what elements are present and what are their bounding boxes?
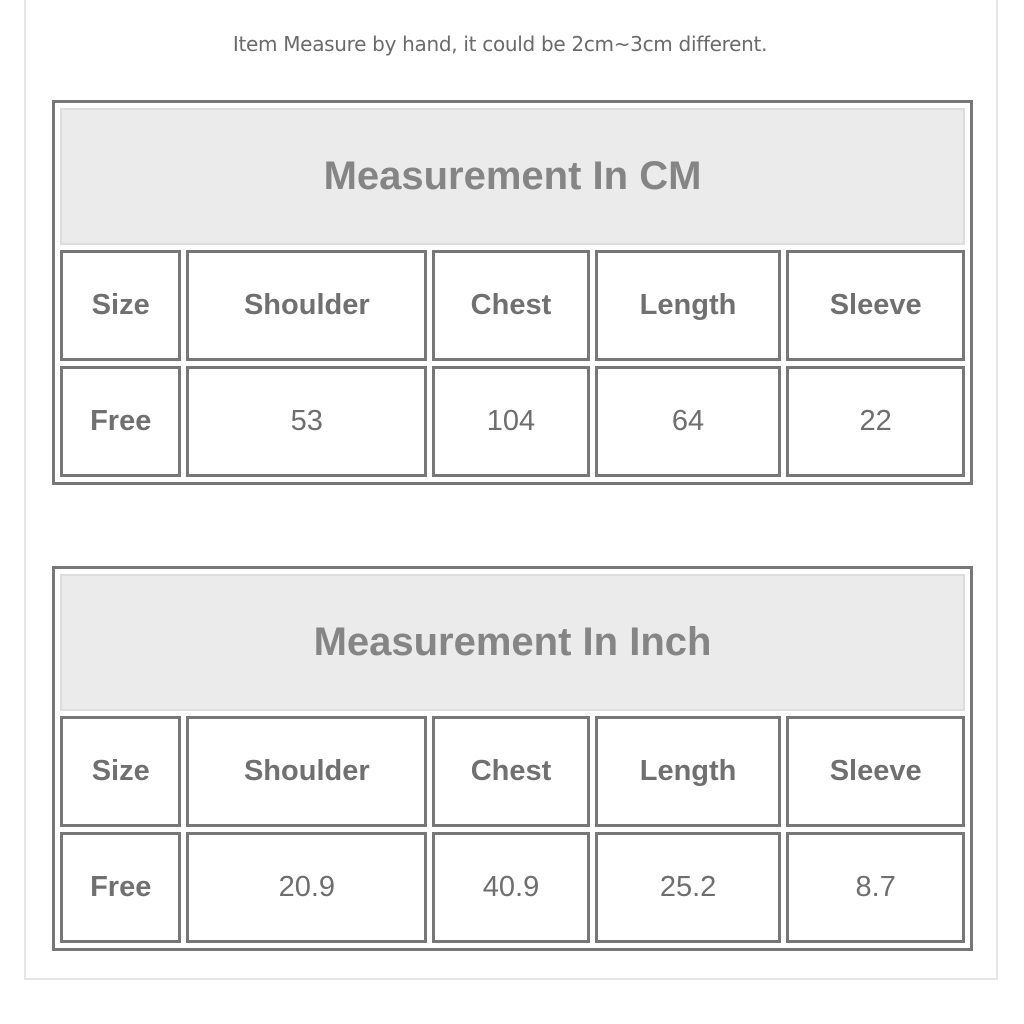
cell-shoulder: 53: [186, 366, 427, 477]
header-shoulder: Shoulder: [186, 716, 427, 827]
header-size: Size: [60, 716, 181, 827]
table-title: Measurement In CM: [60, 108, 965, 245]
header-sleeve: Sleeve: [786, 716, 965, 827]
measurement-note: Item Measure by hand, it could be 2cm~3cm different.: [232, 32, 768, 56]
size-table-inch: [52, 566, 973, 951]
header-shoulder: Shoulder: [186, 250, 427, 361]
table-title: Measurement In Inch: [60, 574, 965, 711]
header-sleeve: Sleeve: [786, 250, 965, 361]
header-size: Size: [60, 250, 181, 361]
row-size-label: Free: [60, 832, 181, 943]
cell-sleeve: 8.7: [786, 832, 965, 943]
cell-sleeve: 22: [786, 366, 965, 477]
row-size-label: Free: [60, 366, 181, 477]
cell-chest: 40.9: [432, 832, 590, 943]
cell-length: 64: [595, 366, 782, 477]
header-chest: Chest: [432, 716, 590, 827]
cell-length: 25.2: [595, 832, 782, 943]
header-length: Length: [595, 716, 782, 827]
header-chest: Chest: [432, 250, 590, 361]
cell-chest: 104: [432, 366, 590, 477]
cell-shoulder: 20.9: [186, 832, 427, 943]
header-length: Length: [595, 250, 782, 361]
size-table-cm: [52, 100, 973, 485]
